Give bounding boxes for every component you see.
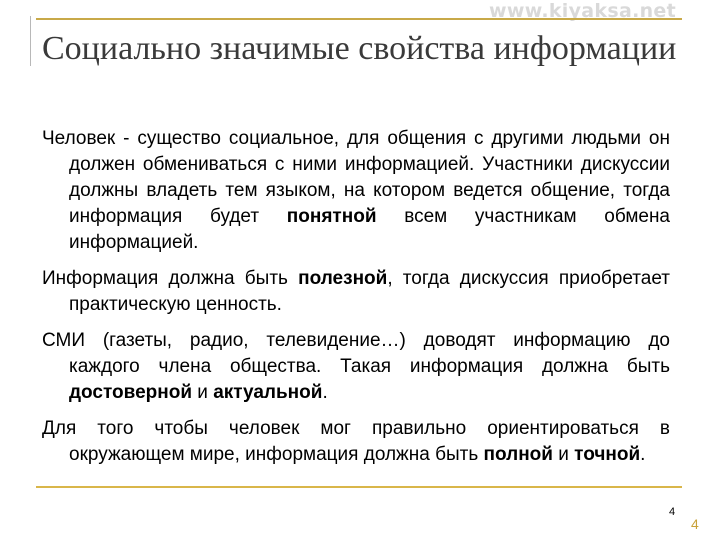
bold-term: актуальной bbox=[213, 382, 323, 403]
paragraph-text: . bbox=[640, 444, 646, 465]
slide-body bbox=[42, 126, 670, 478]
paragraph-text: . bbox=[322, 382, 328, 403]
bold-term: достоверной bbox=[69, 382, 193, 403]
left-divider bbox=[30, 16, 31, 66]
paragraph-text: и bbox=[192, 382, 214, 403]
bold-term: полной bbox=[483, 444, 553, 465]
paragraph-text: и bbox=[552, 444, 575, 465]
paragraph-text: , тогда дискуссия приобретает практическую ценность. bbox=[69, 268, 670, 315]
page-number-small: 4 bbox=[669, 506, 676, 518]
paragraph-text: СМИ (газеты, радио, телевидение…) доводят информацию до каждого члена общества. Такая информация должна быть bbox=[42, 330, 670, 377]
watermark-text: www.kiyaksa.net bbox=[489, 0, 676, 22]
bold-term: полезной bbox=[298, 268, 388, 289]
paragraph-text: Информация должна быть bbox=[42, 268, 299, 289]
bullet-paragraph bbox=[42, 266, 670, 318]
paragraph-text: Для того чтобы человек мог правильно ориентироваться в окружающем мире, информация должна быть bbox=[42, 418, 670, 465]
paragraph-text: Человек - существо социальное, для общения с другими людьми он должен обмениваться с ними информацией. Участники дискуссии должны владеть тем языком, на котором ведется общение, тогда информация будет bbox=[42, 128, 670, 227]
bullet-paragraph bbox=[42, 416, 670, 468]
top-divider bbox=[36, 18, 682, 20]
slide-title: Социально значимые свойства информации bbox=[42, 30, 677, 67]
page-number-large: 4 bbox=[691, 516, 699, 532]
bottom-divider bbox=[36, 486, 682, 488]
bold-term: понятной bbox=[286, 206, 377, 227]
paragraph-text: всем участникам обмена информацией. bbox=[69, 206, 671, 253]
bullet-paragraph bbox=[42, 126, 670, 256]
bold-term: точной bbox=[574, 444, 641, 465]
bullet-paragraph bbox=[42, 328, 670, 406]
